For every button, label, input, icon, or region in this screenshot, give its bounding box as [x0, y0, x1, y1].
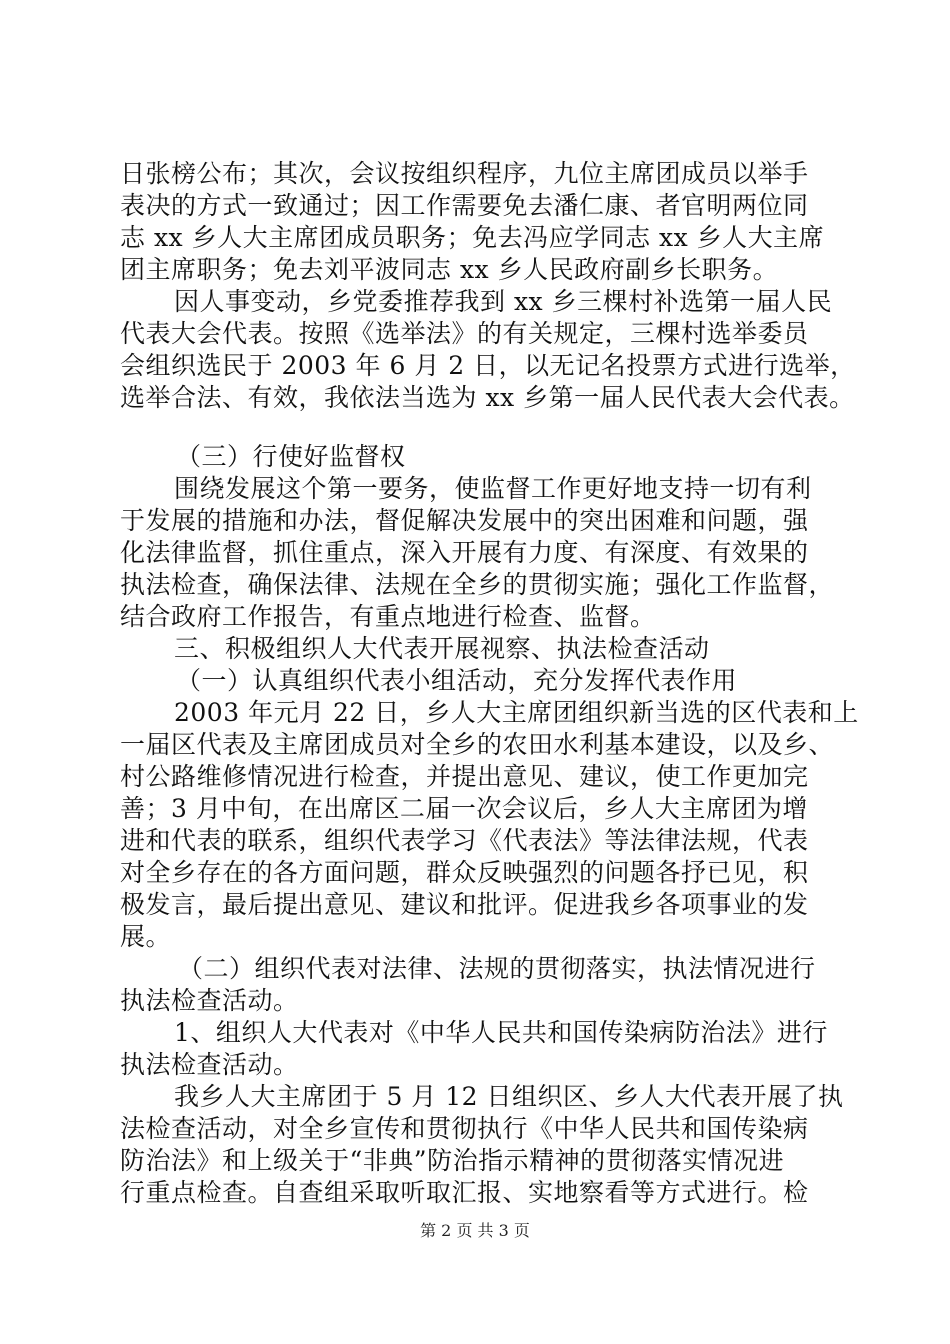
- text-line: 于发展的措施和办法，督促解决发展中的突出困难和问题，强: [120, 506, 809, 535]
- text-line: 因人事变动，乡党委推荐我到 xx 乡三棵村补选第一届人民: [174, 287, 833, 316]
- text-line: 2003 年元月 22 日，乡人大主席团组织新当选的区代表和上: [174, 698, 859, 727]
- text-line: 极发言，最后提出意见、建议和批评。促进我乡各项事业的发: [120, 890, 809, 919]
- text-line: 我乡人大主席团于 5 月 12 日组织区、乡人大代表开展了执: [174, 1082, 844, 1111]
- text-line: 团主席职务；免去刘平波同志 xx 乡人民政府副乡长职务。: [120, 255, 779, 284]
- text-line: 会组织选民于 2003 年 6 月 2 日，以无记名投票方式进行选举，: [120, 351, 856, 380]
- text-line: 代表大会代表。按照《选举法》的有关规定，三棵村选举委员: [120, 319, 809, 348]
- text-line: 执法检查活动。: [120, 986, 299, 1015]
- text-line: 执法检查，确保法律、法规在全乡的贯彻实施；强化工作监督，: [120, 570, 835, 599]
- text-line: 围绕发展这个第一要务，使监督工作更好地支持一切有利: [174, 474, 812, 503]
- text-line: 志 xx 乡人大主席团成员职务；免去冯应学同志 xx 乡人大主席: [120, 223, 825, 252]
- section-heading: （二）组织代表对法律、法规的贯彻落实，执法情况进行: [178, 954, 816, 983]
- text-line: 结合政府工作报告，有重点地进行检查、监督。: [120, 602, 656, 631]
- text-line: 展。: [120, 922, 172, 951]
- text-line: 执法检查活动。: [120, 1050, 299, 1079]
- section-heading: （三）行使好监督权: [176, 442, 406, 471]
- text-line: 防治法》和上级关于“非典”防治指示精神的贯彻落实情况进: [120, 1146, 785, 1175]
- text-line: 对全乡存在的各方面问题，群众反映强烈的问题各抒已见，积: [120, 858, 809, 887]
- text-line: 进和代表的联系，组织代表学习《代表法》等法律法规，代表: [120, 826, 809, 855]
- section-heading: 三、积极组织人大代表开展视察、执法检查活动: [174, 634, 710, 663]
- text-line: 村公路维修情况进行检查，并提出意见、建议，使工作更加完: [120, 762, 809, 791]
- text-line: 一届区代表及主席团成员对全乡的农田水利基本建设，以及乡、: [120, 730, 835, 759]
- text-line: 善；3 月中旬，在出席区二届一次会议后，乡人大主席团为增: [120, 794, 808, 823]
- text-line: 1、组织人大代表对《中华人民共和国传染病防治法》进行: [174, 1018, 828, 1047]
- text-line: 选举合法、有效，我依法当选为 xx 乡第一届人民代表大会代表。: [120, 383, 855, 412]
- section-heading: （一）认真组织代表小组活动，充分发挥代表作用: [176, 666, 738, 695]
- text-line: 表决的方式一致通过；因工作需要免去潘仁康、者官明两位同: [120, 191, 809, 220]
- text-line: 化法律监督，抓住重点，深入开展有力度、有深度、有效果的: [120, 538, 809, 567]
- page-footer: 第 2 页 共 3 页: [420, 1221, 530, 1240]
- text-line: 日张榜公布；其次，会议按组织程序，九位主席团成员以举手: [120, 159, 809, 188]
- text-line: 法检查活动，对全乡宣传和贯彻执行《中华人民共和国传染病: [120, 1114, 809, 1143]
- text-line: 行重点检查。自查组采取听取汇报、实地察看等方式进行。检: [120, 1178, 809, 1207]
